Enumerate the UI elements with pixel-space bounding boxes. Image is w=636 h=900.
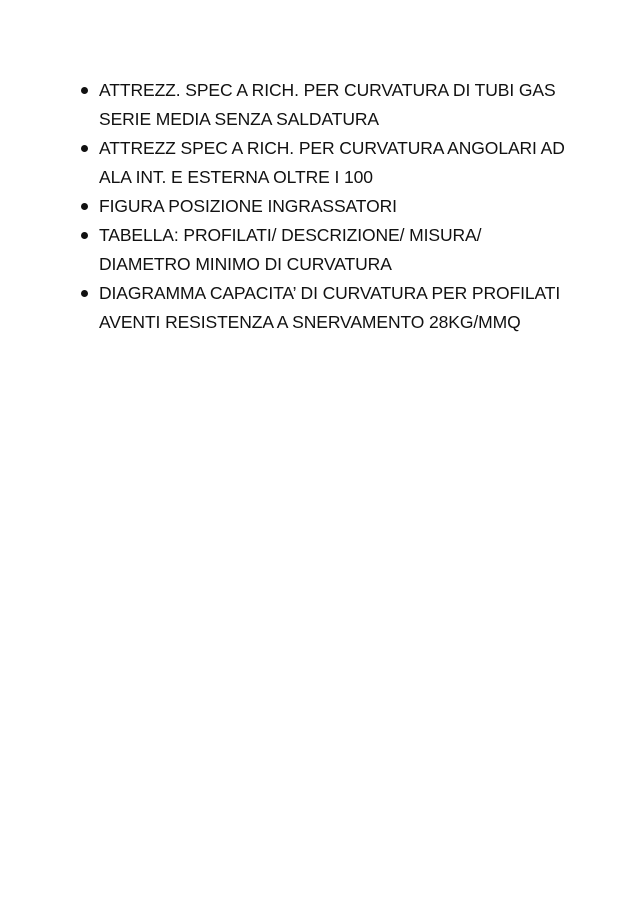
bullet-icon: [81, 203, 88, 210]
list-item: [78, 279, 568, 337]
bullet-icon: [81, 232, 88, 239]
list-item-text: ATTREZZ. SPEC A RICH. PER CURVATURA DI TUBI GAS SERIE MEDIA SENZA SALDATURA: [99, 80, 556, 129]
bullet-icon: [81, 145, 88, 152]
list-item: [78, 192, 568, 221]
list-item-text: FIGURA POSIZIONE INGRASSATORI: [99, 196, 397, 216]
list-item: [78, 76, 568, 134]
list-item-text: ATTREZZ SPEC A RICH. PER CURVATURA ANGOLARI AD ALA INT. E ESTERNA OLTRE I 100: [99, 138, 565, 187]
list-item: [78, 134, 568, 192]
list-item-text: TABELLA: PROFILATI/ DESCRIZIONE/ MISURA/ DIAMETRO MINIMO DI CURVATURA: [99, 225, 482, 274]
list-item-text: DIAGRAMMA CAPACITA’ DI CURVATURA PER PROFILATI AVENTI RESISTENZA A SNERVAMENTO 28KG/MMQ: [99, 283, 561, 332]
bullet-icon: [81, 290, 88, 297]
list-item: [78, 221, 568, 279]
bullet-icon: [81, 87, 88, 94]
bullet-list: [78, 76, 568, 337]
